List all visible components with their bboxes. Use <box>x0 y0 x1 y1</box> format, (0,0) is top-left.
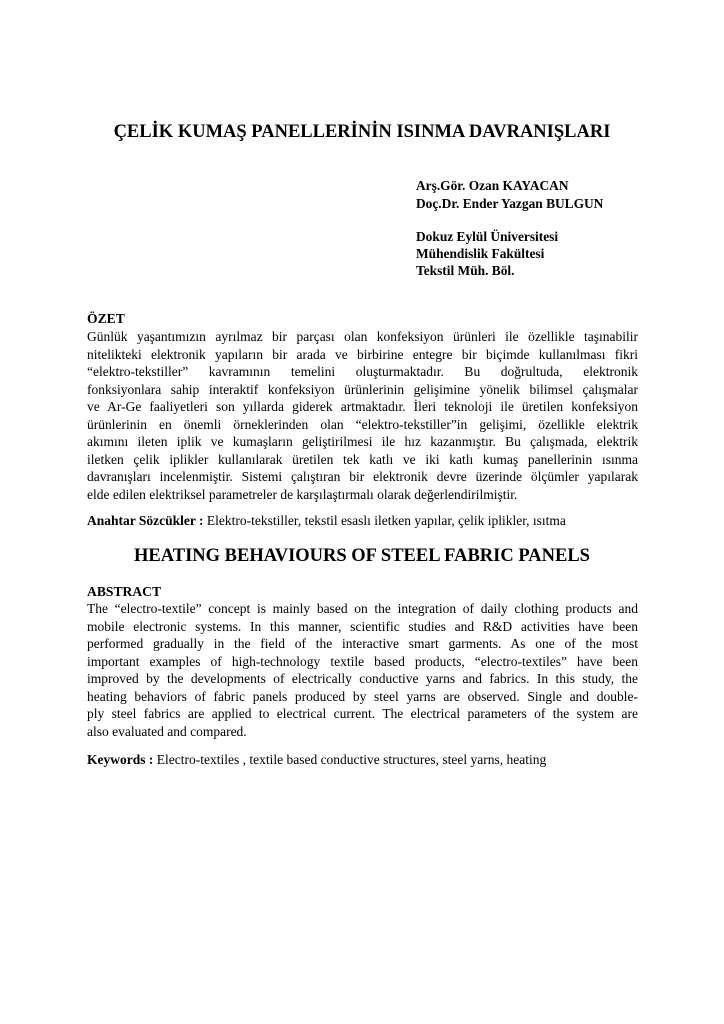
english-title: HEATING BEHAVIOURS OF STEEL FABRIC PANELS <box>134 546 590 566</box>
ozet-line: Günlük yaşantımızın ayrılmaz bir parçası olan konfeksiyon ürünleri ile özellikle taşınabilir <box>87 329 638 344</box>
abstract-line: improved by the developments of electrically conductive yarns and fabrics. In this study, the <box>87 671 638 686</box>
author-1: Arş.Gör. Ozan KAYACAN <box>416 178 569 193</box>
affiliation-department: Tekstil Müh. Böl. <box>416 263 515 278</box>
abstract-heading: ABSTRACT <box>87 584 162 599</box>
abstract-line: heating behaviors of fabric panels produced by steel yarns are observed. Single and double- <box>87 688 638 704</box>
affiliation <box>416 228 558 279</box>
ozet-body <box>87 328 638 503</box>
abstract-line: also evaluated and compared. <box>87 723 247 739</box>
ozet-line: davranışları incelenmiştir. Sistemi çalıştıran bir elektronik devre üzerinde ölçümler yapılarak <box>87 469 638 484</box>
affiliation-faculty: Mühendislik Fakültesi <box>416 246 545 261</box>
ozet-line: iletken çelik iplikler kullanılarak üretilen tek katlı ve iki katlı kumaş panellerinin ısınma <box>87 451 638 467</box>
abstract-line: The “electro-textile” concept is mainly based on the integration of daily clothing products and <box>87 601 638 616</box>
english-keywords-label: Keywords : <box>87 752 154 767</box>
abstract-line: mobile electronic systems. In this manner, scientific studies and R&D activities have been <box>87 618 638 634</box>
turkish-title: ÇELİK KUMAŞ PANELLERİNİN ISINMA DAVRANIŞLARI <box>113 122 611 142</box>
affiliation-university: Dokuz Eylül Üniversitesi <box>416 229 559 244</box>
turkish-keywords-text: Elektro-tekstiller, tekstil esaslı iletken yapılar, çelik iplikler, ısıtma <box>203 513 566 528</box>
ozet-line: ve Ar-Ge faaliyetleri son yıllarda giderek artmaktadır. İleri teknoloji ile üretilen konfeksiyon <box>87 399 638 414</box>
english-keywords-text: Electro-textiles , textile based conductive structures, steel yarns, heating <box>153 752 547 767</box>
ozet-heading: ÖZET <box>87 311 125 326</box>
author-2: Doç.Dr. Ender Yazgan BULGUN <box>416 195 604 211</box>
turkish-keywords-label: Anahtar Sözcükler : <box>87 513 204 528</box>
ozet-line: “elektro-tekstiller” kavramının temelini oluşturmaktadır. Bu doğrultuda, elektronik <box>87 364 638 379</box>
ozet-line: nitelikteki elektronik yapıların bir arada ve birbirine entegre bir biçimde kullanılması fikri <box>87 346 638 362</box>
abstract-line: important examples of high-technology textile based products, “electro-textiles” have been <box>87 653 638 669</box>
author-list <box>416 177 603 212</box>
abstract-line: ply steel fabrics are applied to electrical current. The electrical parameters of the system are <box>87 706 638 721</box>
abstract-body <box>87 600 638 740</box>
ozet-line: ürünlerinin en önemli örneklerinden olan “elektro-tekstiller”in gelişimi, özellikle elektrik <box>87 416 638 432</box>
abstract-line: performed gradually in the field of the interactive smart garments. As one of the most <box>87 636 638 651</box>
ozet-line: akımını ileten iplik ve kumaşların geliştirilmesi ile hız kazanmıştır. Bu çalışmada, elektrik <box>87 434 638 449</box>
ozet-line: fonksiyonlara sahip interaktif konfeksiyon ürünlerinin gelişimine yönelik bilimsel çalışmalar <box>87 381 638 397</box>
turkish-keywords <box>87 513 566 529</box>
english-keywords <box>87 752 546 768</box>
ozet-line: elde edilen elektriksel parametreler de karşılaştırmalı olarak değerlendirilmiştir. <box>87 486 518 502</box>
